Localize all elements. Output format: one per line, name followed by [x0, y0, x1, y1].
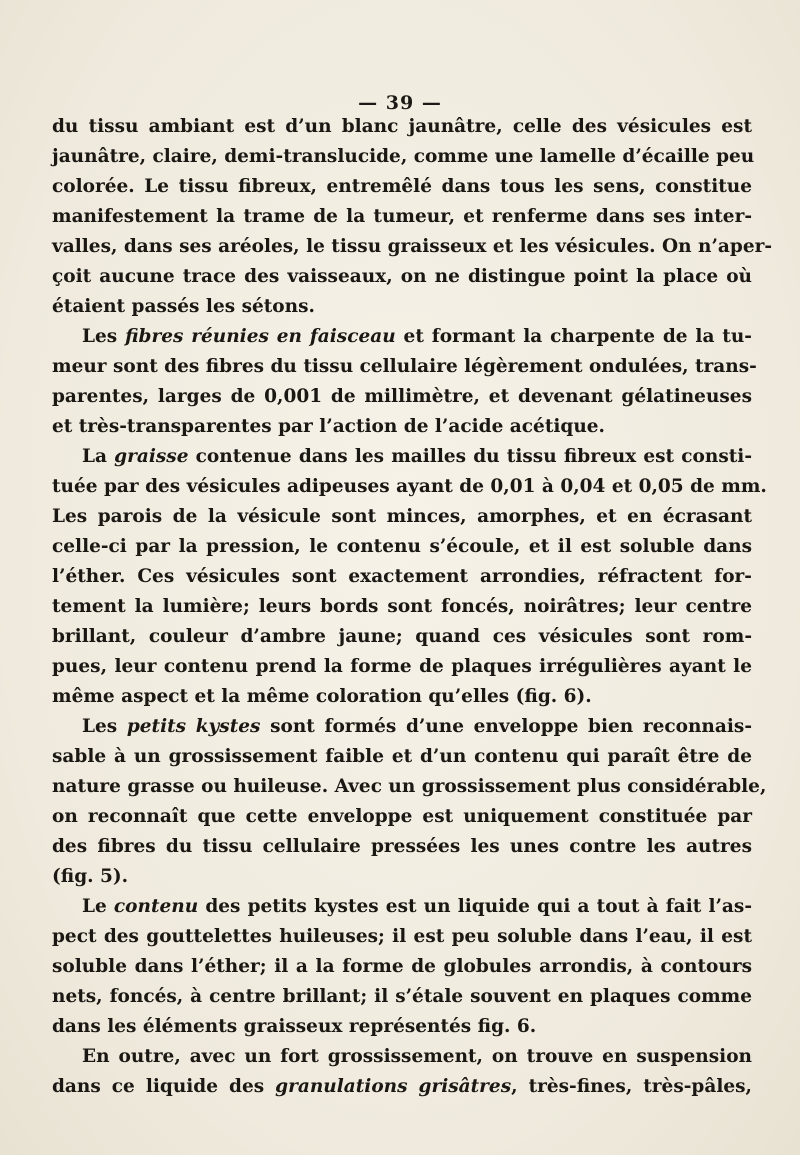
text-line: [52, 742, 752, 772]
text-line: [52, 772, 767, 802]
text-line: [52, 862, 752, 892]
text-segment: tuée par des vésicules adipeuses ayant de 0,01 à 0,04 et 0,05 de mm.: [52, 476, 767, 497]
text-segment: pect des gouttelettes huileuses; il est peu soluble dans l’eau, il est: [52, 926, 752, 947]
text-segment: sable à un grossissement faible et d’un contenu qui paraît être de: [52, 746, 752, 767]
text-line: [52, 472, 767, 502]
text-segment: sont formés d’une enveloppe bien reconnais-: [260, 716, 752, 737]
text-line: [52, 112, 752, 142]
italic-term: petits kystes: [126, 716, 261, 737]
text-line: [52, 442, 752, 472]
text-segment: contenue dans les mailles du tissu fibreux est consti-: [188, 446, 752, 467]
text-line: [52, 352, 757, 382]
text-line: [52, 892, 752, 922]
text-segment: çoit aucune trace des vaisseaux, on ne distingue point la place où: [52, 266, 752, 287]
text-line: [52, 622, 752, 652]
text-line: [52, 652, 752, 682]
text-line: [52, 382, 752, 412]
text-line: [52, 262, 752, 292]
text-line: [52, 322, 752, 352]
text-line: [52, 952, 752, 982]
text-line: [52, 982, 752, 1012]
text-line: [52, 412, 752, 442]
page-number: — 39 —: [358, 92, 442, 114]
text-segment: on reconnaît que cette enveloppe est uniquement constituée par: [52, 806, 752, 827]
text-line: [52, 1072, 752, 1102]
text-segment: jaunâtre, claire, demi-translucide, comme une lamelle d’écaille peu: [52, 146, 755, 167]
text-segment: Les: [82, 326, 126, 347]
text-segment: tement la lumière; leurs bords sont foncés, noirâtres; leur centre: [52, 596, 752, 617]
body-text: [52, 112, 773, 1102]
text-segment: La: [82, 446, 115, 467]
text-segment: du tissu ambiant est d’un blanc jaunâtre, celle des vésicules est: [52, 116, 752, 137]
text-segment: des fibres du tissu cellulaire pressées les unes contre les autres: [52, 836, 752, 857]
text-segment: étaient passés les sétons.: [52, 296, 315, 317]
text-segment: soluble dans l’éther; il a la forme de globules arrondis, à contours: [52, 956, 752, 977]
text-segment: nature grasse ou huileuse. Avec un grossissement plus considérable,: [52, 776, 767, 797]
text-line: [52, 502, 752, 532]
italic-term: granulations grisâtres: [275, 1076, 512, 1097]
text-segment: pues, leur contenu prend la forme de plaques irrégulières ayant le: [52, 656, 752, 677]
text-line: [52, 202, 752, 232]
text-segment: dans les éléments graisseux représentés fig. 6.: [52, 1016, 537, 1037]
text-line: [52, 832, 752, 862]
text-segment: En outre, avec un fort grossissement, on trouve en suspension: [82, 1046, 752, 1067]
text-segment: même aspect et la même coloration qu’elles (fig. 6).: [52, 686, 592, 707]
text-line: [52, 1012, 752, 1042]
italic-term: graisse: [114, 446, 189, 467]
text-segment: et formant la charpente de la tu-: [395, 326, 752, 347]
text-line: [52, 1042, 752, 1072]
text-segment: meur sont des fibres du tissu cellulaire légèrement ondulées, trans-: [52, 356, 757, 377]
italic-term: fibres réunies en faisceau: [125, 326, 396, 347]
text-line: [52, 172, 752, 202]
text-segment: nets, foncés, à centre brillant; il s’étale souvent en plaques comme: [52, 986, 752, 1007]
text-segment: colorée. Le tissu fibreux, entremêlé dans tous les sens, constitue: [52, 176, 752, 197]
text-line: [52, 142, 755, 172]
text-line: [52, 922, 752, 952]
text-line: [52, 562, 752, 592]
italic-term: contenu: [113, 896, 199, 917]
text-line: [52, 232, 773, 262]
text-segment: Les parois de la vésicule sont minces, amorphes, et en écrasant: [52, 506, 752, 527]
text-segment: manifestement la trame de la tumeur, et renferme dans ses inter-: [52, 206, 752, 227]
text-segment: Le: [82, 896, 114, 917]
text-segment: parentes, larges de 0,001 de millimètre, et devenant gélatineuses: [52, 386, 752, 407]
text-line: [52, 712, 752, 742]
text-line: [52, 292, 752, 322]
text-segment: valles, dans ses aréoles, le tissu graisseux et les vésicules. On n’aper-: [52, 236, 773, 257]
text-segment: dans ce liquide des: [52, 1076, 276, 1097]
text-segment: et très-transparentes par l’action de l’acide acétique.: [52, 416, 605, 437]
text-segment: des petits kystes est un liquide qui a tout à fait l’as-: [198, 896, 753, 917]
text-segment: Les: [82, 716, 127, 737]
text-line: [52, 532, 752, 562]
text-line: [52, 802, 752, 832]
text-segment: , très-fines, très-pâles,: [511, 1076, 752, 1097]
text-line: [52, 682, 752, 712]
text-segment: celle-ci par la pression, le contenu s’écoule, et il est soluble dans: [52, 536, 752, 557]
text-segment: l’éther. Ces vésicules sont exactement arrondies, réfractent for-: [52, 566, 752, 587]
text-segment: brillant, couleur d’ambre jaune; quand ces vésicules sont rom-: [52, 626, 752, 647]
text-line: [52, 592, 752, 622]
text-segment: (fig. 5).: [52, 866, 129, 887]
